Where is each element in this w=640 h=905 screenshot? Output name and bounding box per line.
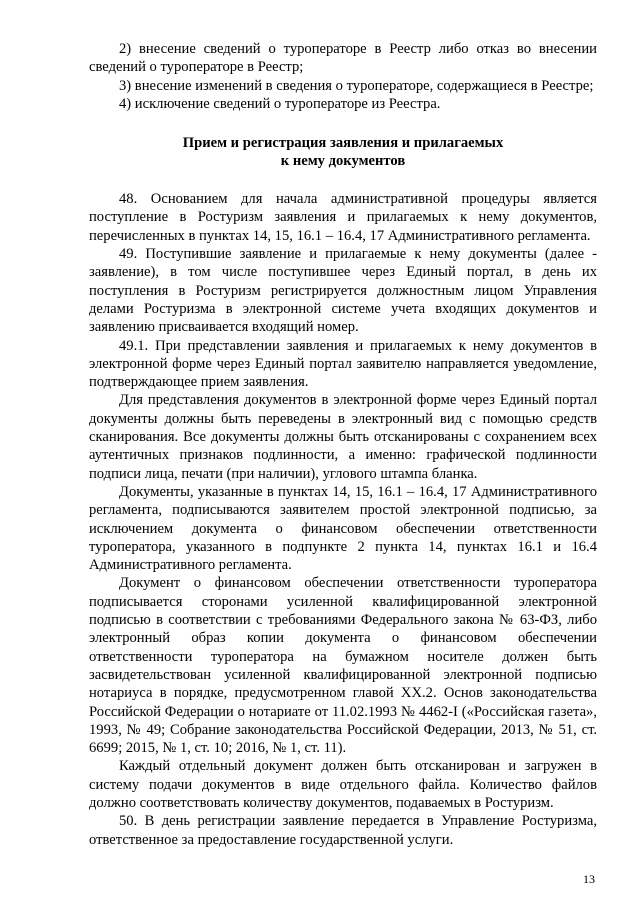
paragraph-49: 49. Поступившие заявление и прилагаемые к нему документы (далее - заявление), в том числе поступившее через Единый портал, в день их поступления в Ростуризм регистрируется должностным лицом Управления делами Ростуризма в электронной системе учета входящих документов и заявлению присваивается входящий номер. [89, 246, 597, 336]
paragraph-49-1: 49.1. При представлении заявления и прилагаемых к нему документов в электронной форме через Единый портал заявителю направляется уведомление, подтверждающее прием заявления. [89, 337, 597, 391]
section-heading-line-1: Прием и регистрация заявления и прилагаемых [182, 135, 504, 152]
list-item-4: 4) исключение сведений о туроператоре из Реестра. [119, 95, 441, 112]
paragraph-separate-files: Каждый отдельный документ должен быть отсканирован и загружен в систему подачи документов в виде отдельного файла. Количество файлов должно соответствовать количеству документов, подаваемых в Ростуризм. [89, 758, 597, 811]
paragraph-financial-guarantee: Документ о финансовом обеспечении ответственности туроператора подписывается сторонами усиленной квалифицированной электронной подписью в соответствии с требованиями Федерального закона № 63-ФЗ, либо электронный образ копии документа о финансовом обеспечении ответственности туроператора на бумажном носителе должен быть засвидетельствован усиленной квалифицированной электронной подписью нотариуса в порядке, предусмотренном главой XX.2. Основ законодательства Российской Федерации о нотариате от 11.02.1993 № 4462-I («Российская газета», 1993, № 49; Собрание законодательства Российской Федерации, 2013, № 51, ст. 6699; 2015, № 1, ст. 10; 2016, № 1, ст. 11). [89, 575, 597, 757]
list-item-2: 2) внесение сведений о туроператоре в Реестр либо отказ во внесении сведений о туроператоре в Реестр; [89, 41, 597, 76]
paragraph-48: 48. Основанием для начала административной процедуры является поступление в Ростуризм заявления и прилагаемых к нему документов, перечисленных в пунктах 14, 15, 16.1 – 16.4, 17 Административного регламента. [89, 191, 597, 244]
document-page [89, 40, 597, 849]
section-heading-line-2: к нему документов [280, 153, 406, 170]
section-heading [89, 134, 597, 170]
paragraph-50: 50. В день регистрации заявление передается в Управление Ростуризма, ответственное за предоставление государственной услуги. [89, 813, 597, 848]
paragraph-documents-signing: Документы, указанные в пунктах 14, 15, 16.1 – 16.4, 17 Административного регламента, подписываются заявителем простой электронной подписью, за исключением документа о финансовом обеспечении ответственности туроператора, указанного в подпункте 2 пункта 14, пунктах 16.1 и 16.4 Административного регламента. [89, 483, 597, 574]
page-number: 13 [583, 872, 595, 886]
paragraph-electronic-form: Для представления документов в электронной форме через Единый портал документы должны быть переведены в электронный вид с помощью средств сканирования. Все документы должны быть отсканированы с сохранением всех аутентичных признаков подлинности, а именно: графической подлинности подписи лица, печати (при наличии), углового штампа бланка. [89, 392, 597, 482]
list-item-3: 3) внесение изменений в сведения о туроператоре, содержащиеся в Реестре; [119, 77, 594, 94]
